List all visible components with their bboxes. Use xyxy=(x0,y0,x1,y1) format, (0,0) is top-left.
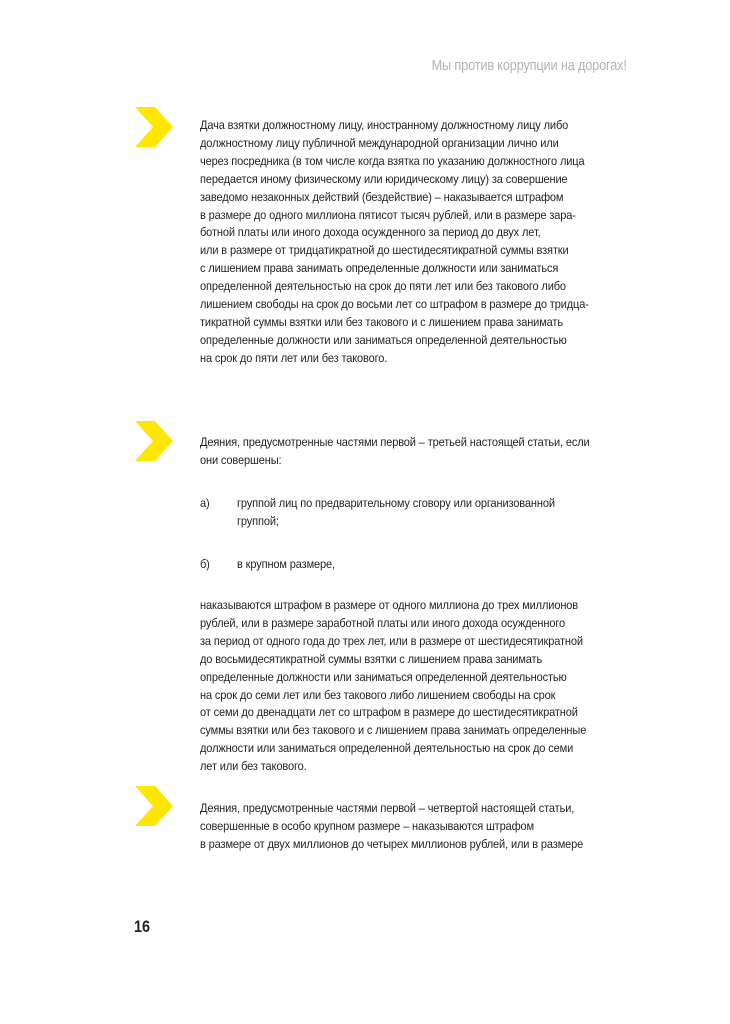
text-line: на срок до семи лет или без такового либо лишением свободы на срок xyxy=(200,687,556,702)
text-line: тикратной суммы взятки или без такового и с лишением права занимать xyxy=(200,314,563,329)
text-line: лишением свободы на срок до восьми лет со штрафом в размере до тридца- xyxy=(200,297,589,312)
text-line: группой; xyxy=(237,513,279,528)
chevron-right-icon xyxy=(134,785,174,827)
text-line: определенные должности или заниматься определенной деятельностью xyxy=(200,669,567,684)
list-item-text xyxy=(237,556,344,574)
section-1-paragraph xyxy=(200,117,650,368)
text-line: наказываются штрафом в размере от одного миллиона до трех миллионов xyxy=(200,598,579,612)
text-line: от семи до двенадцати лет со штрафом в размере до шестидесятикратной xyxy=(200,705,578,720)
text-line: на срок до пяти лет или без такового. xyxy=(200,350,388,365)
text-line: лет или без такового. xyxy=(200,759,307,774)
chevron-right-icon xyxy=(134,106,174,148)
text-line: Деяния, предусмотренные частями первой – третьей настоящей статьи, если xyxy=(200,435,590,449)
text-line: определенные должности или заниматься определенной деятельностью xyxy=(200,332,567,347)
text-line: они совершены: xyxy=(200,452,282,467)
text-line: передается иному физическому или юридическому лицу) за совершение xyxy=(200,171,568,186)
section-2-intro xyxy=(200,434,650,470)
page-number: 16 xyxy=(134,917,151,936)
text-line: Дача взятки должностному лицу, иностранному должностному лицу либо xyxy=(200,118,569,132)
text-line: определенной деятельностью на срок до пяти лет или без такового либо xyxy=(200,279,566,294)
text-line: группой лиц по предварительному сговору или организованной xyxy=(237,496,555,510)
list-marker: а) xyxy=(200,496,210,510)
text-line: ботной платы или иного дохода осужденного за период до двух лет, xyxy=(200,225,541,240)
section-2-penalty xyxy=(200,597,650,776)
text-line: в размере от двух миллионов до четырех миллионов рублей, или в размере xyxy=(200,836,584,851)
text-line: через посредника (в том числе когда взятка по указанию должностного лица xyxy=(200,153,585,168)
text-line: до восьмидесятикратной суммы взятки с лишением права занимать xyxy=(200,651,543,666)
text-line: суммы взятки или без такового и с лишением права занимать определенные xyxy=(200,723,587,738)
text-line: совершенные в особо крупном размере – наказываются штрафом xyxy=(200,818,535,833)
text-line: должности или заниматься определенной деятельностью на срок до семи xyxy=(200,741,574,756)
text-line: заведомо незаконных действий (бездействие) – наказывается штрафом xyxy=(200,189,564,204)
section-3-paragraph xyxy=(200,800,650,854)
text-line: должностному лицу публичной международной организации лично или xyxy=(200,135,559,150)
page-header-title: Мы против коррупции на дорогах! xyxy=(431,58,627,74)
text-line: в размере до одного миллиона пятисот тысяч рублей, или в размере зара- xyxy=(200,207,576,222)
list-item-text xyxy=(237,495,583,531)
text-line: с лишением права занимать определенные должности или заниматься xyxy=(200,261,559,276)
text-line: рублей, или в размере заработной платы или иного дохода осужденного xyxy=(200,615,565,630)
text-line: или в размере от тридцатикратной до шестидесятикратной суммы взятки xyxy=(200,243,569,258)
list-marker: б) xyxy=(200,557,210,571)
text-line: в крупном размере, xyxy=(237,557,335,571)
text-line: Деяния, предусмотренные частями первой – четвертой настоящей статьи, xyxy=(200,801,575,815)
text-line: за период от одного года до трех лет, или в размере от шестидесятикратной xyxy=(200,633,583,648)
chevron-right-icon xyxy=(134,420,174,462)
